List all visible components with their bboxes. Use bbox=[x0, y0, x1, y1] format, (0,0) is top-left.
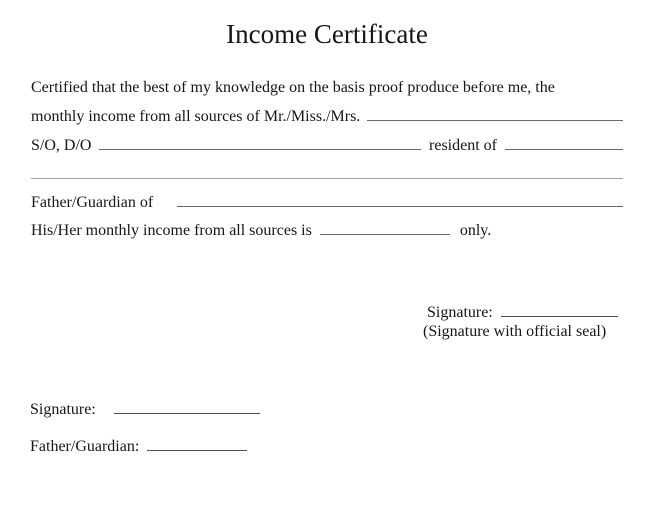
official-signature-line bbox=[427, 303, 618, 323]
monthly-income-label: His/Her monthly income from all sources is bbox=[31, 222, 312, 239]
paragraph-line-3 bbox=[31, 136, 623, 156]
applicant-name-label: monthly income from all sources of Mr./Miss./Mrs. bbox=[31, 108, 361, 125]
only-suffix-label: only. bbox=[459, 222, 492, 239]
resident-of-label: resident of bbox=[429, 137, 497, 154]
paragraph-line-5 bbox=[31, 193, 623, 213]
paragraph-line-2 bbox=[31, 107, 623, 127]
residence-blank bbox=[505, 136, 623, 150]
son-daughter-of-label: S/O, D/O bbox=[31, 137, 92, 154]
applicant-signature-label: Signature: bbox=[30, 401, 96, 418]
seal-note-text: (Signature with official seal) bbox=[423, 323, 607, 340]
paragraph-line-4 bbox=[31, 165, 623, 179]
official-signature-blank bbox=[501, 303, 618, 317]
address-continuation-blank bbox=[31, 165, 623, 179]
applicant-name-blank bbox=[367, 107, 623, 121]
guardian-name-blank bbox=[147, 437, 247, 451]
father-guardian-of-label: Father/Guardian of bbox=[31, 194, 154, 211]
applicant-signature-line bbox=[30, 400, 260, 420]
guardian-signature-label: Father/Guardian: bbox=[30, 438, 140, 455]
paragraph-line-1 bbox=[31, 78, 623, 98]
income-amount-blank bbox=[320, 221, 450, 235]
certified-statement-text: Certified that the best of my knowledge on the basis proof produce before me, the bbox=[31, 79, 555, 96]
parent-name-blank bbox=[99, 136, 421, 150]
document-title: Income Certificate bbox=[226, 19, 428, 49]
applicant-signature-blank bbox=[114, 400, 260, 414]
official-seal-note bbox=[423, 322, 606, 342]
paragraph-line-6 bbox=[31, 221, 623, 241]
official-signature-label: Signature: bbox=[427, 304, 493, 321]
guardian-signature-line bbox=[30, 437, 247, 457]
guardian-of-blank bbox=[177, 193, 623, 207]
